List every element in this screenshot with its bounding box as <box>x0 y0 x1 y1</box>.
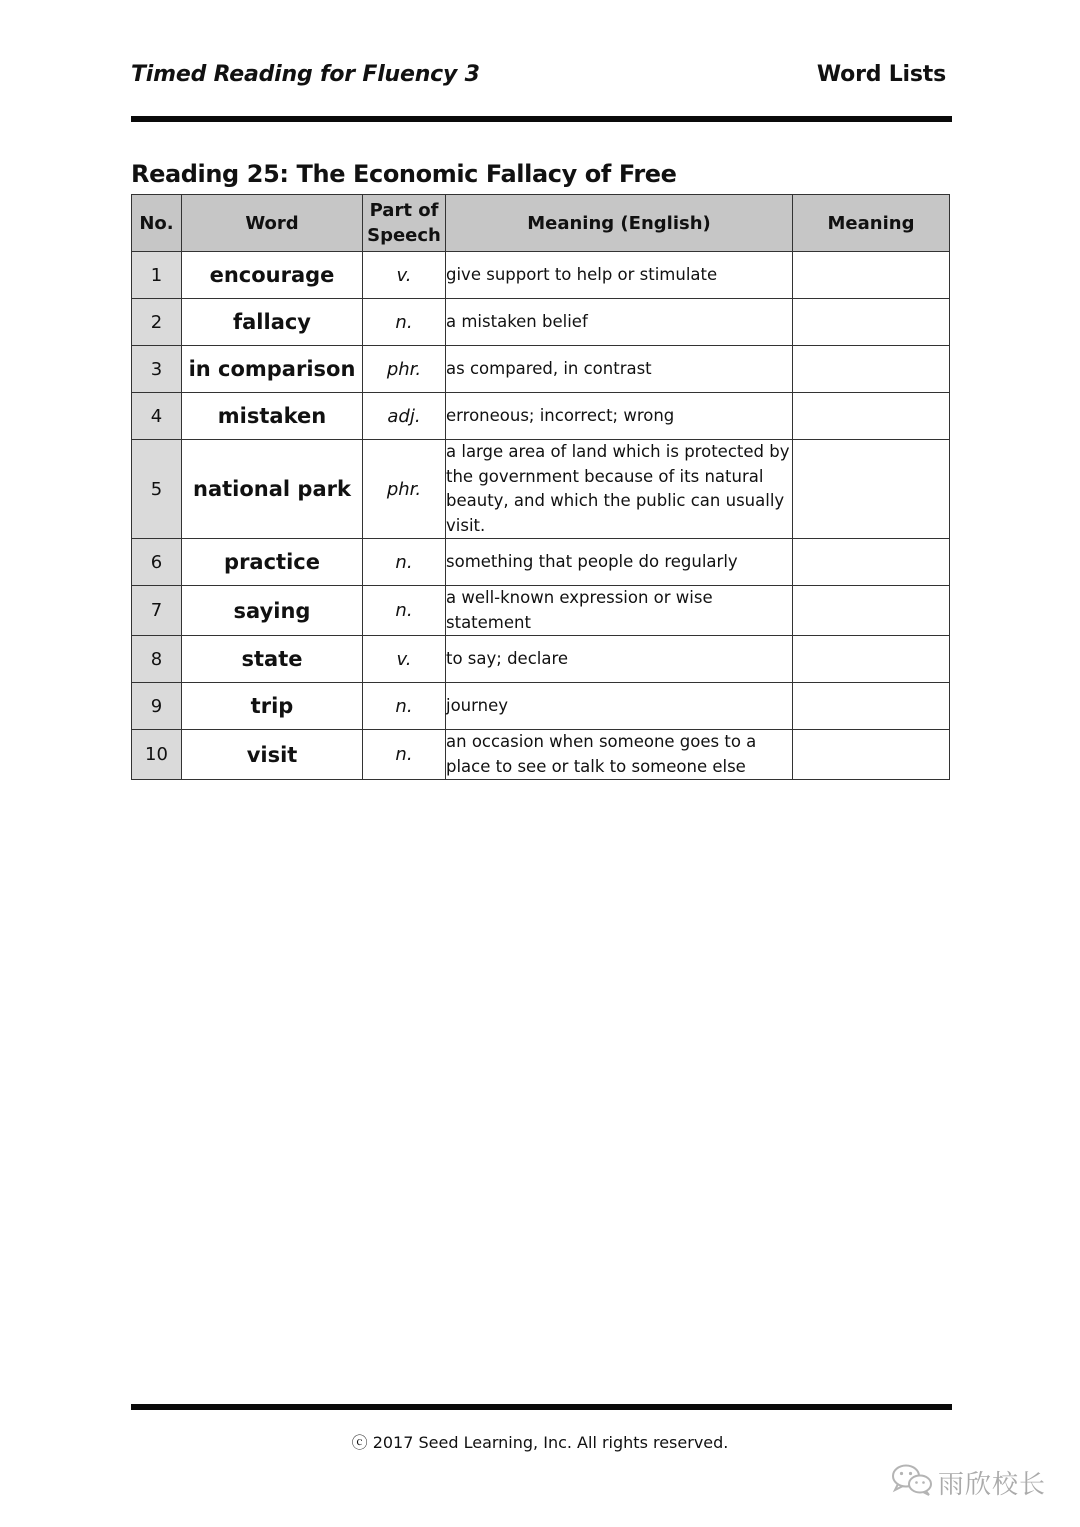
row-meaning-english: an occasion when someone goes to a place to see or talk to someone else <box>446 730 793 780</box>
column-header-meaning-english: Meaning (English) <box>446 195 793 252</box>
table-row <box>132 393 950 440</box>
row-meaning-blank[interactable] <box>793 636 950 683</box>
row-part-of-speech: n. <box>363 730 446 780</box>
row-meaning-blank[interactable] <box>793 683 950 730</box>
row-word: mistaken <box>182 393 363 440</box>
table-row <box>132 440 950 539</box>
page-header <box>131 58 946 98</box>
column-header-part-of-speech <box>363 195 446 252</box>
row-number: 5 <box>132 440 182 539</box>
row-meaning-english: a large area of land which is protected by the government because of its natural beauty, and which the public can usually visit. <box>446 440 793 539</box>
column-header-meaning: Meaning <box>793 195 950 252</box>
row-meaning-blank[interactable] <box>793 730 950 780</box>
word-list-table <box>131 194 950 780</box>
row-meaning-blank[interactable] <box>793 299 950 346</box>
table-row <box>132 636 950 683</box>
section-title: Word Lists <box>816 62 946 87</box>
row-word: in comparison <box>182 346 363 393</box>
reading-title: Reading 25: The Economic Fallacy of Free <box>131 160 677 188</box>
row-number: 9 <box>132 683 182 730</box>
column-header-pos-line1: Part of <box>369 200 439 221</box>
row-word: state <box>182 636 363 683</box>
row-part-of-speech: n. <box>363 683 446 730</box>
row-word: visit <box>182 730 363 780</box>
footer-rule <box>131 1404 952 1410</box>
header-rule <box>131 116 952 122</box>
row-number: 6 <box>132 539 182 586</box>
row-meaning-english: as compared, in contrast <box>446 346 793 393</box>
row-meaning-english: give support to help or stimulate <box>446 252 793 299</box>
row-number: 4 <box>132 393 182 440</box>
row-number: 2 <box>132 299 182 346</box>
row-meaning-blank[interactable] <box>793 539 950 586</box>
row-part-of-speech: adj. <box>363 393 446 440</box>
row-meaning-english: a well-known expression or wise statement <box>446 586 793 636</box>
row-number: 1 <box>132 252 182 299</box>
table-row <box>132 586 950 636</box>
book-title: Timed Reading for Fluency 3 <box>131 62 480 87</box>
column-header-word: Word <box>182 195 363 252</box>
row-part-of-speech: n. <box>363 299 446 346</box>
watermark-text: 雨欣校长 <box>938 1470 1047 1500</box>
row-part-of-speech: n. <box>363 539 446 586</box>
row-meaning-english: a mistaken belief <box>446 299 793 346</box>
row-word: saying <box>182 586 363 636</box>
row-part-of-speech: phr. <box>363 440 446 539</box>
row-meaning-blank[interactable] <box>793 586 950 636</box>
watermark <box>890 1460 1060 1500</box>
table-row <box>132 730 950 780</box>
column-header-pos-line2: Speech <box>367 225 441 246</box>
table-row <box>132 683 950 730</box>
wechat-icon <box>890 1462 934 1496</box>
row-meaning-english: to say; declare <box>446 636 793 683</box>
row-part-of-speech: v. <box>363 636 446 683</box>
table-header-row <box>132 195 950 252</box>
row-number: 7 <box>132 586 182 636</box>
row-word: encourage <box>182 252 363 299</box>
column-header-no: No. <box>132 195 182 252</box>
table-row <box>132 346 950 393</box>
row-word: fallacy <box>182 299 363 346</box>
row-meaning-english: erroneous; incorrect; wrong <box>446 393 793 440</box>
table-row <box>132 539 950 586</box>
row-meaning-english: journey <box>446 683 793 730</box>
row-part-of-speech: phr. <box>363 346 446 393</box>
row-part-of-speech: v. <box>363 252 446 299</box>
row-meaning-english: something that people do regularly <box>446 539 793 586</box>
row-number: 3 <box>132 346 182 393</box>
row-word: practice <box>182 539 363 586</box>
row-part-of-speech: n. <box>363 586 446 636</box>
row-number: 8 <box>132 636 182 683</box>
table-row <box>132 299 950 346</box>
row-meaning-blank[interactable] <box>793 252 950 299</box>
copyright-notice: ⓒ 2017 Seed Learning, Inc. All rights reserved. <box>351 1433 729 1452</box>
row-meaning-blank[interactable] <box>793 440 950 539</box>
row-number: 10 <box>132 730 182 780</box>
row-meaning-blank[interactable] <box>793 346 950 393</box>
table-row <box>132 252 950 299</box>
row-word: trip <box>182 683 363 730</box>
row-word: national park <box>182 440 363 539</box>
row-meaning-blank[interactable] <box>793 393 950 440</box>
